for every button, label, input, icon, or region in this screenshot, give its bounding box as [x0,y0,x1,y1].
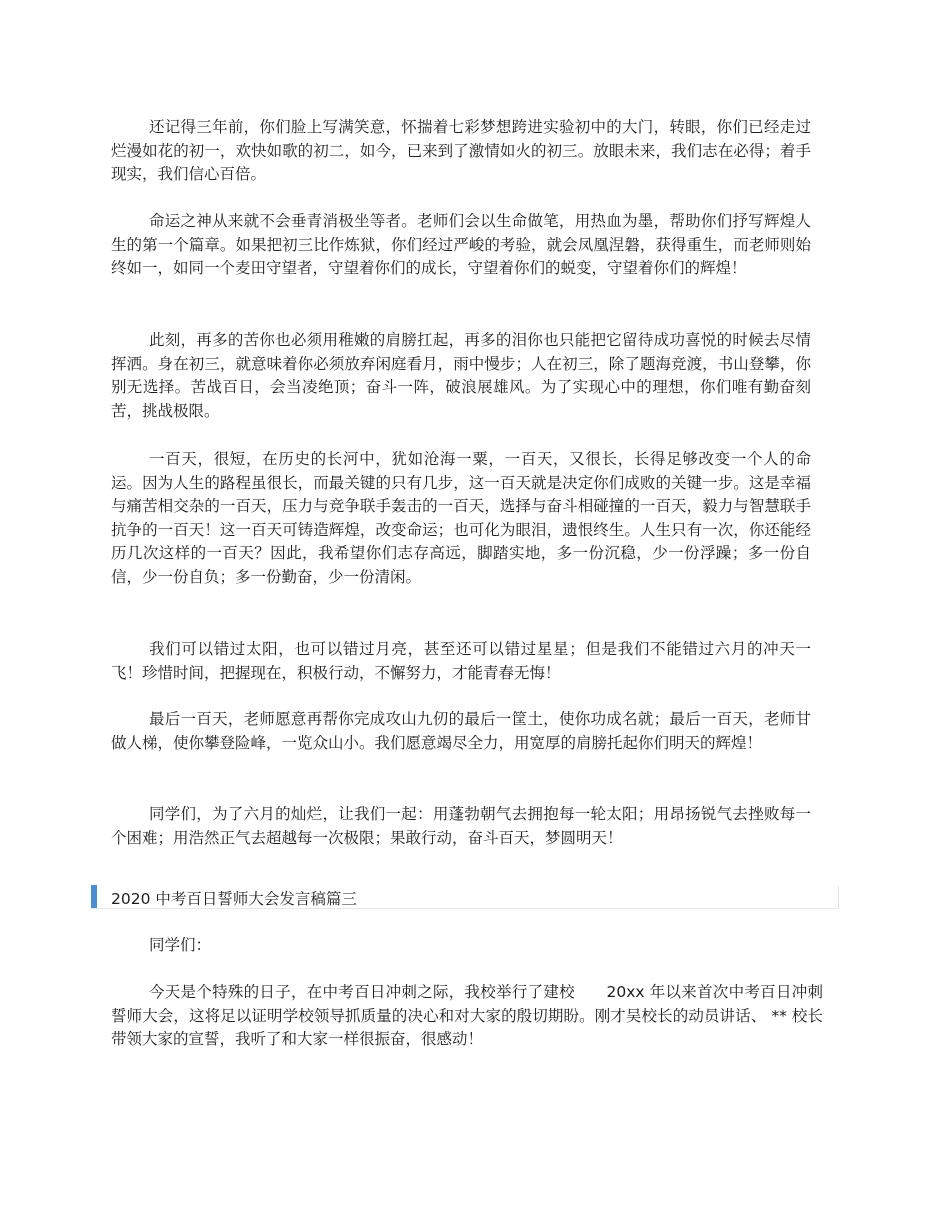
salutation: 同学们： [149,936,212,954]
paragraph-3: 此刻，再多的苦你也必须用稚嫩的肩膀扛起，再多的泪你也只能把它留待成功喜悦的时候去尽情挥洒。身在初三，就意味着你必须放弃闲庭看月，雨中慢步；人在初三，除了题海竞渡，书山登攀，你别无选择。苦战百日，会当凌绝顶；奋斗一阵，破浪展雄风。为了实现心中的理想，你们唯有勤奋刻苦，挑战极限。 [111,331,811,420]
paragraph-4: 一百天，很短，在历史的长河中，犹如沧海一粟，一百天，又很长，长得足够改变一个人的命运。因为人生的路程虽很长，而最关键的只有几步，这一百天就是决定你们成败的关键一步。这是幸福与痛苦相交杂的一百天，压力与竞争联手轰击的一百天，选择与奋斗相碰撞的一百天，毅力与智慧联手抗争的一百天！这一百天可铸造辉煌，改变命运；也可化为眼泪，遗恨终生。人生只有一次，你还能经历几次这样的一百天？因此，我希望你们志存高远，脚踏实地，多一份沉稳，少一份浮躁；多一份自信，少一份自负；多一份勤奋，少一份清闲。 [111,450,811,586]
paragraph-8: 今天是个特殊的日子，在中考百日冲刺之际，我校举行了建校 20xx 年以来首次中考百日冲刺誓师大会，这将足以证明学校领导抓质量的决心和对大家的殷切期盼。刚才吴校长的动员讲话、 ** 校长带领大家的宣誓，我听了和大家一样很振奋，很感动！ [111,983,823,1048]
paragraph-2: 命运之神从来就不会垂青消极坐等者。老师们会以生命做笔，用热血为墨，帮助你们抒写辉煌人生的第一个篇章。如果把初三比作炼狱，你们经过严峻的考验，就会凤凰涅磐，获得重生，而老师则始终如一，如同一个麦田守望者，守望着你们的成长，守望着你们的蜕变，守望着你们的辉煌！ [111,212,811,277]
paragraph-7: 同学们，为了六月的灿烂，让我们一起：用蓬勃朝气去拥抱每一轮太阳；用昂扬锐气去挫败每一个困难；用浩然正气去超越每一次极限；果敢行动，奋斗百天，梦圆明天！ [111,805,811,847]
section-heading: 2020 中考百日誓师大会发言稿篇三 [111,890,357,908]
paragraph-5: 我们可以错过太阳，也可以错过月亮，甚至还可以错过星星；但是我们不能错过六月的冲天一飞！珍惜时间，把握现在，积极行动，不懈努力，才能青春无悔！ [111,640,811,682]
section-heading-accent [91,885,97,908]
paragraph-1: 还记得三年前，你们脸上写满笑意，怀揣着七彩梦想跨进实验初中的大门，转眼，你们已经走过烂漫如花的初一，欢快如歌的初二，如今，已来到了激情如火的初三。放眼未来，我们志在必得；着手现实，我们信心百倍。 [111,118,811,183]
paragraph-6: 最后一百天，老师愿意再帮你完成攻山九仞的最后一筐土，使你功成名就；最后一百天，老师甘做人梯，使你攀登险峰，一览众山小。我们愿意竭尽全力，用宽厚的肩膀托起你们明天的辉煌！ [111,710,811,752]
